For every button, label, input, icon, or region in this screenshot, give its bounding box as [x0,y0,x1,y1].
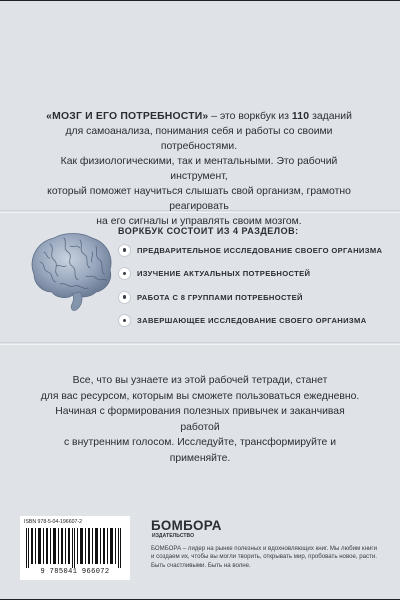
bullet-dot-icon [118,244,131,257]
isbn-barcode [20,516,130,580]
sections-list [118,226,388,338]
bullet-dot-icon [118,291,131,304]
outro-line: с внутренним голосом. Исследуйте, трансформируйте и применяйте. [63,437,337,464]
section-item [118,268,388,280]
bullet-dot-icon [118,267,131,280]
book-title: «МОЗГ И ЕГО ПОТРЕБНОСТИ» [46,111,209,122]
intro-line: на его сигналы и управлять своим мозгом. [96,216,302,227]
intro-line: для самоанализа, понимания себя и работы со своими потребностями. [65,126,333,152]
publisher-subtitle: ИЗДАТЕЛЬСТВО [152,533,195,539]
isbn-number: ISBN 978-5-04-196607-2 [24,519,82,525]
intro-paragraph [34,109,364,229]
intro-text-end: заданий [309,111,352,122]
section-item [118,244,388,256]
section-label: РАБОТА С 8 ГРУППАМИ ПОТРЕБНОСТЕЙ [137,292,303,302]
outro-paragraph [40,373,360,466]
publisher-description: БОМБОРА – лидер на рынке полезных и вдохновляющих книг. Мы любим книги и создаем их, чтобы вы могли творить, открывать мир, пробовать новое, расти. Быть счастливыми. Быть на волне. [151,545,377,569]
outro-line: для вас ресурсом, которым вы сможете пользоваться ежедневно. [40,390,360,402]
task-count: 110 [291,111,310,122]
section-label: ЗАВЕРШАЮЩЕЕ ИССЛЕДОВАНИЕ СВОЕГО ОРГАНИЗМА [137,316,367,326]
barcode-digits: 9 785041 966072 [40,568,110,576]
section-item [118,315,388,327]
top-edge-line [0,0,400,1]
brain-illustration [20,222,120,322]
outro-line: Все, что вы узнаете из этой рабочей тетради, станет [72,375,328,386]
section-label: ИЗУЧЕНИЕ АКТУАЛЬНЫХ ПОТРЕБНОСТЕЙ [137,269,311,279]
intro-line: Как физиологическими, так и ментальными. Это рабочий инструмент, [60,156,338,182]
intro-line-1 [34,109,364,124]
intro-line: который поможет научиться слышать свой организм, грамотно реагировать [47,186,351,212]
intro-text: – это воркбук из [208,111,292,122]
barcode-bars [26,528,124,568]
sections-title: ВОРКБУК СОСТОИТ ИЗ 4 РАЗДЕЛОВ: [118,226,299,236]
section-item [118,291,388,303]
bullet-dot-icon [118,314,131,327]
outro-line: Начиная с формирования полезных привычек и заканчивая работой [55,406,345,433]
section-label: ПРЕДВАРИТЕЛЬНОЕ ИССЛЕДОВАНИЕ СВОЕГО ОРГАНИЗМА [137,245,383,255]
publisher-logo: БОМБОРА [151,518,222,533]
